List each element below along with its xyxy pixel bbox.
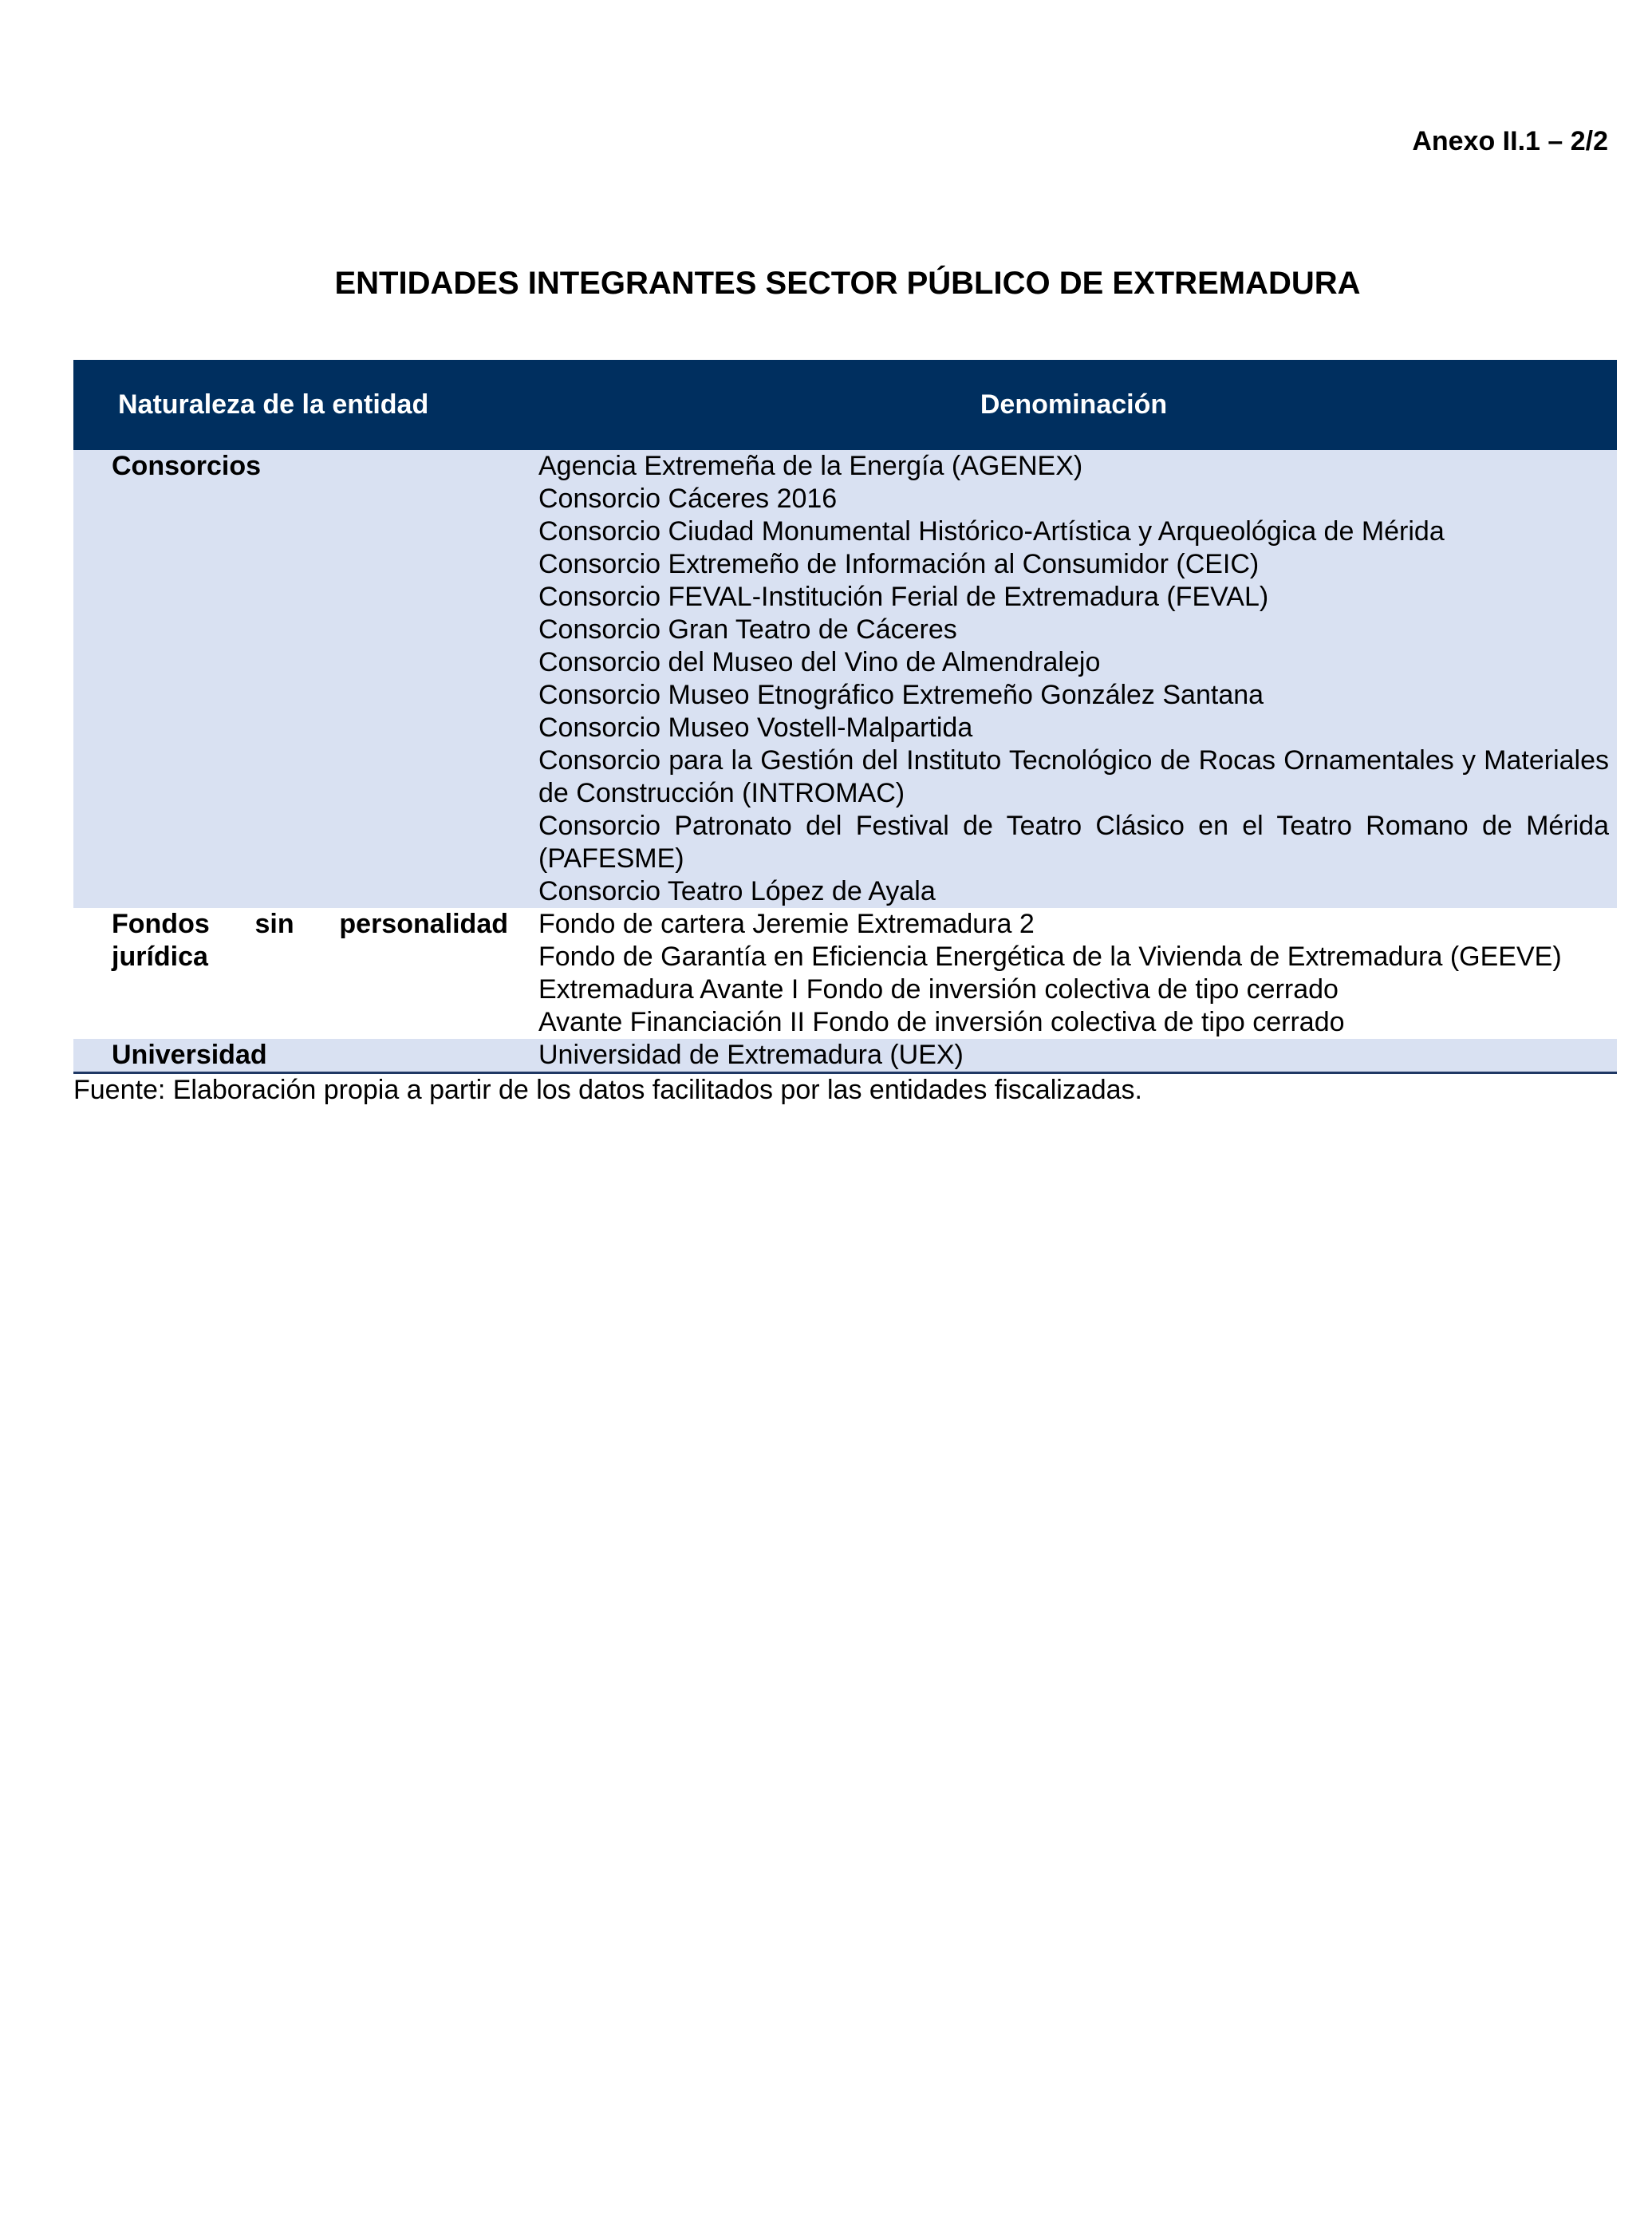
entity-name: Consorcio para la Gestión del Instituto Tecnológico de Rocas Ornamentales y Materiales de Construcción (INTROMAC) xyxy=(538,745,1609,808)
entity-name: Universidad de Extremadura (UEX) xyxy=(538,1040,964,1070)
annex-label: Anexo II.1 – 2/2 xyxy=(1412,126,1608,156)
table-header-row xyxy=(73,360,1617,450)
entity-name: Consorcio Cáceres 2016 xyxy=(538,484,838,514)
entity-name: Consorcio Extremeño de Información al Consumidor (CEIC) xyxy=(538,549,1260,579)
denomination-cell xyxy=(530,450,1617,908)
table-row-universidad xyxy=(73,1039,1617,1073)
nature-cell: Consorcios xyxy=(73,450,530,908)
page-title: ENTIDADES INTEGRANTES SECTOR PÚBLICO DE EXTREMADURA xyxy=(334,266,1361,301)
entity-name: Fondo de Garantía en Eficiencia Energética de la Vivienda de Extremadura (GEEVE) xyxy=(538,942,1562,972)
entity-name: Avante Financiación II Fondo de inversión colectiva de tipo cerrado xyxy=(538,1007,1345,1037)
table-row-fondos xyxy=(73,908,1617,1039)
table-header xyxy=(73,360,1617,450)
nature-cell: Fondos sin personalidad jurídica xyxy=(112,909,508,972)
source-note: Fuente: Elaboración propia a partir de los datos facilitados por las entidades fiscalizadas. xyxy=(73,1075,1142,1105)
column-header-denomination: Denominación xyxy=(530,360,1617,450)
entity-name: Consorcio del Museo del Vino de Almendralejo xyxy=(538,647,1101,677)
table-row-consorcios xyxy=(73,450,1617,908)
entity-name: Consorcio Museo Etnográfico Extremeño González Santana xyxy=(538,680,1264,710)
entity-name: Consorcio Museo Vostell-Malpartida xyxy=(538,713,973,743)
entity-name: Extremadura Avante I Fondo de inversión colectiva de tipo cerrado xyxy=(538,974,1339,1005)
entity-name: Agencia Extremeña de la Energía (AGENEX) xyxy=(538,451,1083,481)
denomination-cell xyxy=(530,908,1617,1039)
entities-table-container xyxy=(73,360,1617,1107)
entity-name: Consorcio Patronato del Festival de Teatro Clásico en el Teatro Romano de Mérida (PAFESME) xyxy=(538,811,1609,874)
entity-name: Consorcio Gran Teatro de Cáceres xyxy=(538,614,957,645)
column-header-nature: Naturaleza de la entidad xyxy=(73,360,530,450)
nature-cell: Universidad xyxy=(73,1039,530,1073)
entity-name: Consorcio Teatro López de Ayala xyxy=(538,876,936,906)
entities-table xyxy=(73,360,1617,1074)
denomination-cell xyxy=(530,1039,1617,1073)
table-body xyxy=(73,450,1617,1073)
entity-name: Consorcio Ciudad Monumental Histórico-Artística y Arqueológica de Mérida xyxy=(538,516,1445,547)
entity-name: Consorcio FEVAL-Institución Ferial de Extremadura (FEVAL) xyxy=(538,582,1269,612)
entity-name: Fondo de cartera Jeremie Extremadura 2 xyxy=(538,909,1035,939)
